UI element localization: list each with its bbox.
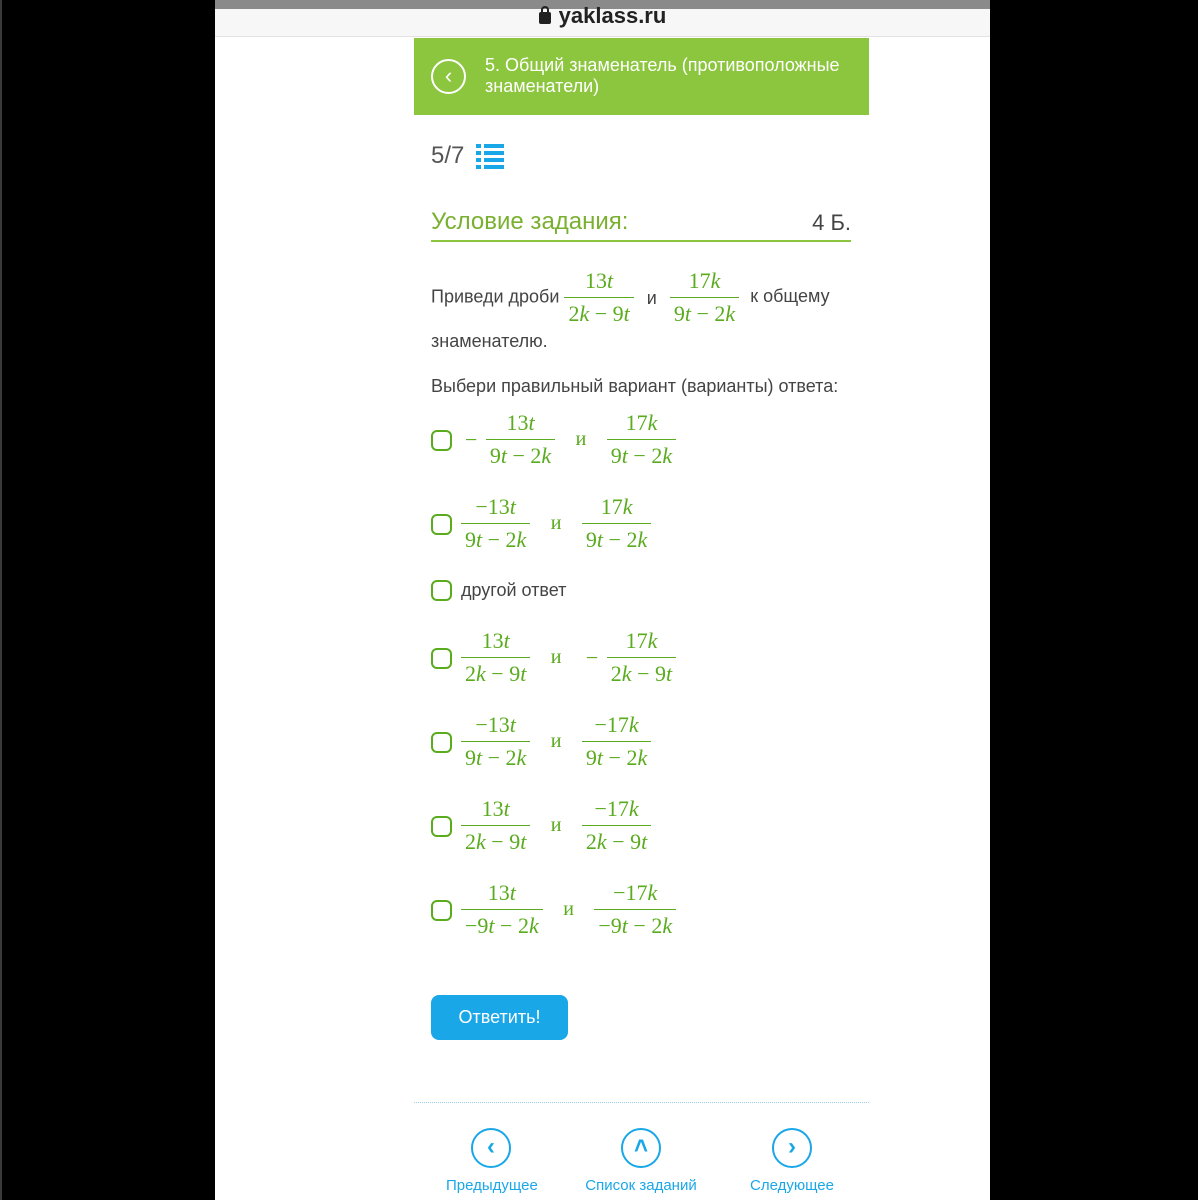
task-statement xyxy=(431,268,851,351)
task-counter: 5/7 xyxy=(431,142,465,169)
submit-button[interactable]: Ответить! xyxy=(431,995,568,1040)
option-checkbox[interactable] xyxy=(431,648,452,669)
option-checkbox[interactable] xyxy=(431,816,452,837)
option-fraction-b: $\frac{17k}{2k - 9t}$ xyxy=(607,628,676,687)
answer-option-3[interactable] xyxy=(431,560,851,620)
option-fraction-b: $\frac{-17k}{2k - 9t}$ xyxy=(582,796,651,855)
task-text-before: Приведи дроби xyxy=(431,286,560,307)
nav-next-label[interactable]: Следующее xyxy=(750,1177,834,1194)
answer-option-7[interactable]: $\frac{13t}{-9t - 2k}$ и $\frac{-17k}{-9t - 2k}$ xyxy=(431,880,851,940)
nav-task-list-label[interactable]: Список заданий xyxy=(585,1177,697,1194)
answer-option-5[interactable]: $\frac{-13t}{9t - 2k}$ и $\frac{-17k}{9t - 2k}$ xyxy=(431,712,851,772)
browser-screen xyxy=(215,0,990,1200)
task-list-icon[interactable] xyxy=(476,144,504,168)
nav-previous-label[interactable]: Предыдущее xyxy=(446,1177,538,1194)
nav-next[interactable] xyxy=(747,1128,837,1194)
topic-title: 5. Общий знаменатель (противоположные знаменатели) xyxy=(485,55,840,96)
topic-header xyxy=(414,38,869,115)
device-bezel-left xyxy=(0,0,215,1200)
back-arrow-icon[interactable]: ‹ xyxy=(431,59,466,94)
option-fraction-a: $\frac{13t}{9t - 2k}$ xyxy=(486,410,555,469)
condition-header xyxy=(431,206,851,242)
task-text-line2: знаменателю. xyxy=(431,331,548,351)
task-fraction-2: $\frac{17k}{9t - 2k}$ xyxy=(670,268,739,327)
answer-prompt: Выбери правильный вариант (варианты) ответа: xyxy=(431,376,839,396)
address-bar[interactable] xyxy=(215,3,990,37)
option-fraction-a: $\frac{13t}{-9t - 2k}$ xyxy=(461,880,543,939)
option-fraction-a: $\frac{-13t}{9t - 2k}$ xyxy=(461,712,530,771)
option-checkbox[interactable] xyxy=(431,514,452,535)
device-bezel-right xyxy=(990,0,1198,1200)
option-fraction-a: $\frac{13t}{2k - 9t}$ xyxy=(461,628,530,687)
option-fraction-a: $\frac{13t}{2k - 9t}$ xyxy=(461,796,530,855)
footer-divider xyxy=(414,1102,869,1103)
url-text: yaklass.ru xyxy=(558,3,667,28)
option-fraction-b: $\frac{17k}{9t - 2k}$ xyxy=(582,494,651,553)
option-fraction-b: $\frac{-17k}{-9t - 2k}$ xyxy=(594,880,676,939)
option-checkbox[interactable] xyxy=(431,430,452,451)
option-fraction-b: $\frac{-17k}{9t - 2k}$ xyxy=(582,712,651,771)
chevron-right-icon[interactable]: › xyxy=(772,1128,812,1168)
condition-title: Условие задания: xyxy=(431,208,629,235)
option-checkbox[interactable] xyxy=(431,580,452,601)
nav-previous[interactable] xyxy=(446,1128,536,1194)
task-text-after: к общему xyxy=(750,286,830,307)
task-fraction-1: $\frac{13t}{2k - 9t}$ xyxy=(564,268,633,327)
answer-option-4[interactable]: $\frac{13t}{2k - 9t}$ и − $\frac{17k}{2k - 9t}$ xyxy=(431,628,851,688)
option-fraction-b: $\frac{17k}{9t - 2k}$ xyxy=(607,410,676,469)
points-badge: 4 Б. xyxy=(812,210,851,235)
answer-option-1[interactable]: − $\frac{13t}{9t - 2k}$ и $\frac{17k}{9t - 2k}$ xyxy=(431,410,851,470)
task-conjunction: и xyxy=(646,287,657,308)
answer-option-2[interactable]: $\frac{-13t}{9t - 2k}$ и $\frac{17k}{9t - 2k}$ xyxy=(431,494,851,554)
url-display[interactable] xyxy=(215,3,990,29)
chevron-left-icon[interactable]: ‹ xyxy=(471,1128,511,1168)
nav-task-list[interactable] xyxy=(581,1128,701,1194)
option-checkbox[interactable] xyxy=(431,732,452,753)
option-text: другой ответ xyxy=(461,580,567,600)
chevron-up-icon[interactable]: ˄ xyxy=(621,1128,661,1168)
answer-option-6[interactable]: $\frac{13t}{2k - 9t}$ и $\frac{-17k}{2k - 9t}$ xyxy=(431,796,851,856)
option-checkbox[interactable] xyxy=(431,900,452,921)
option-fraction-a: $\frac{-13t}{9t - 2k}$ xyxy=(461,494,530,553)
lock-icon xyxy=(539,12,551,24)
